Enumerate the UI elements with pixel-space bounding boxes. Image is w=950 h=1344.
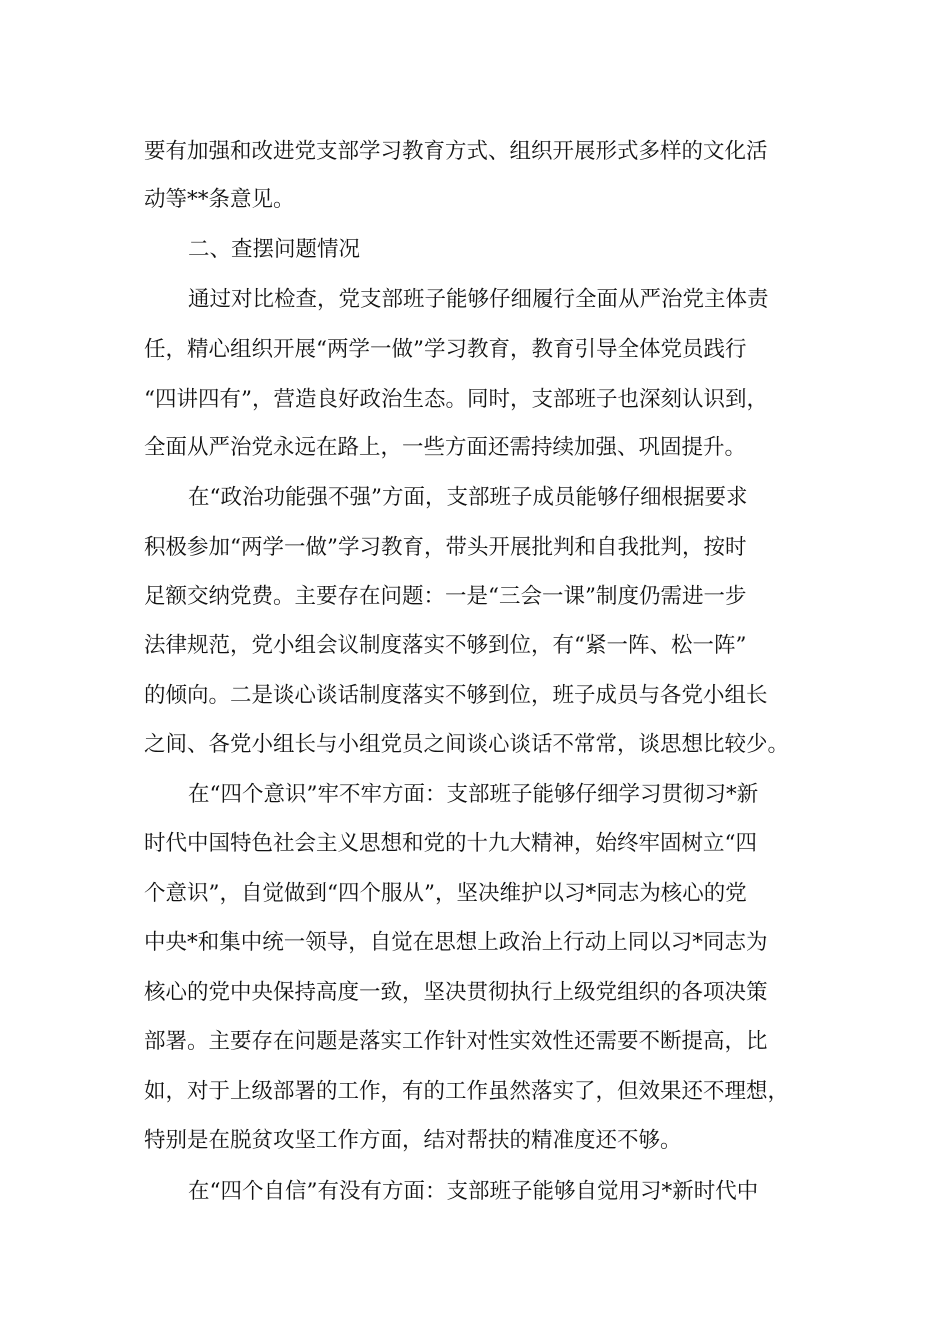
text-line: 足额交纳党费。主要存在问题：一是“三会一课”制度仍需进一步	[144, 584, 747, 609]
text-line: 部署。主要存在问题是落实工作针对性实效性还需要不断提高，比	[144, 1029, 768, 1054]
text-line: 法律规范，党小组会议制度落实不够到位，有“紧一阵、松一阵”	[144, 633, 747, 658]
text-line: 如，对于上级部署的工作，有的工作虽然落实了，但效果还不理想，	[144, 1079, 790, 1104]
text-line: 的倾向。二是谈心谈话制度落实不够到位，班子成员与各党小组长	[144, 683, 768, 708]
text-line: 之间、各党小组长与小组党员之间谈心谈话不常常，谈思想比较少。	[144, 732, 790, 757]
text-line: 全面从严治党永远在路上，一些方面还需持续加强、巩固提升。	[144, 435, 747, 460]
text-line: 在“四个自信”有没有方面：支部班子能够自觉用习*新时代中	[188, 1179, 759, 1204]
text-line: 任，精心组织开展“两学一做”学习教育，教育引导全体党员践行	[144, 337, 747, 362]
text-line: 在“四个意识”牢不牢方面：支部班子能够仔细学习贯彻习*新	[188, 782, 759, 807]
text-line: 核心的党中央保持高度一致，坚决贯彻执行上级党组织的各项决策	[144, 980, 768, 1005]
text-line: 通过对比检查，党支部班子能够仔细履行全面从严治党主体责	[188, 287, 769, 312]
text-line: 特别是在脱贫攻坚工作方面，结对帮扶的精准度还不够。	[144, 1128, 682, 1153]
text-line: 积极参加“两学一做”学习教育，带头开展批判和自我批判，按时	[144, 535, 747, 560]
text-line: 要有加强和改进党支部学习教育方式、组织开展形式多样的文化活	[144, 139, 768, 164]
text-line: 时代中国特色社会主义思想和党的十九大精神，始终牢固树立“四	[144, 831, 757, 856]
section-heading: 二、查摆问题情况	[188, 237, 361, 262]
text-line: “四讲四有”，营造良好政治生态。同时，支部班子也深刻认识到，	[144, 387, 768, 412]
text-line: 个意识”，自觉做到“四个服从”，坚决维护以习*同志为核心的党	[144, 881, 747, 906]
text-line: 中央*和集中统一领导，自觉在思想上政治上行动上同以习*同志为	[144, 930, 768, 955]
text-line: 在“政治功能强不强”方面，支部班子成员能够仔细根据要求	[188, 485, 748, 510]
text-line: 动等**条意见。	[144, 187, 295, 212]
